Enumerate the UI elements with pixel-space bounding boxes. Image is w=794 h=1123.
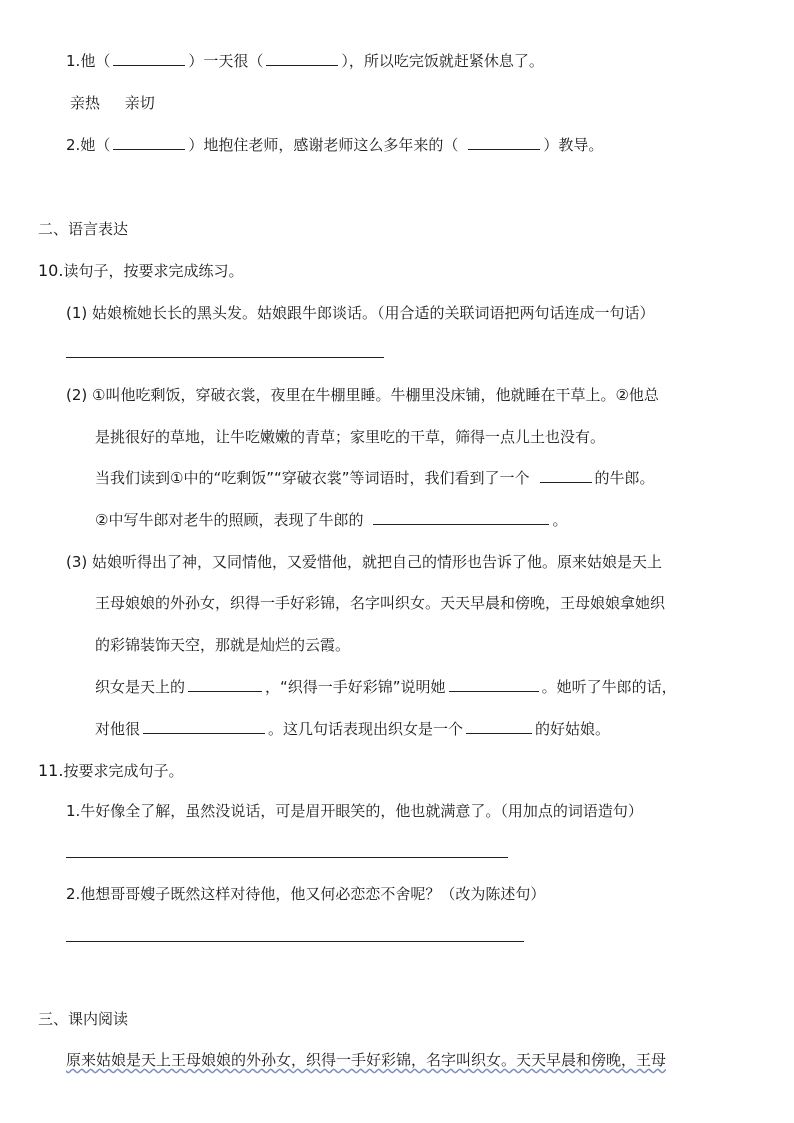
answer-blank[interactable]: [188, 676, 262, 692]
fill-blank-sentence-2: 2.她（ ）地抱住老师，感谢老师这么多年来的（ ）教导。: [66, 136, 604, 154]
sentence-number: 2.: [66, 136, 81, 154]
q10-part-3-line-1: (3) 姑娘听得出了神，又同情他，又爱惜他，就把自己的情形也告诉了他。原来姑娘是天上: [66, 553, 663, 571]
answer-blank[interactable]: [449, 676, 539, 692]
q10-part-2-line-2: 是挑很好的草地，让牛吃嫩嫩的青草；家里吃的干草，筛得一点儿土也没有。: [95, 428, 606, 446]
answer-blank[interactable]: [143, 718, 265, 734]
question-10: 10.读句子，按要求完成练习。: [38, 261, 244, 280]
q11-sentence-1: 1.牛好像全了解，虽然没说话，可是眉开眼笑的，他也就满意了。（用加点的词语造句）: [66, 802, 643, 820]
q10-part-2-question-2: ②中写牛郎对老牛的照顾，表现了牛郎的 。: [95, 511, 568, 529]
part-number: (1): [66, 304, 88, 322]
question-11: 11.按要求完成句子。: [38, 761, 184, 780]
q10-part-3-question-1: 织女是天上的 ，“织得一手好彩锦”说明她 。她听了牛郎的话，: [95, 678, 677, 696]
answer-blank[interactable]: [266, 50, 338, 66]
option-word: 亲切: [124, 94, 155, 112]
answer-blank[interactable]: [373, 509, 549, 525]
option-word: 亲热: [70, 94, 101, 112]
sentence-number: 1.: [66, 52, 81, 70]
q10-part-2-line-1: (2) ①叫他吃剩饭，穿破衣裳，夜里在牛棚里睡。牛棚里没床铺，他就睡在干草上。②他总: [66, 386, 659, 404]
question-number: 10.: [38, 261, 64, 280]
part-number: (3): [66, 553, 88, 571]
answer-blank[interactable]: [113, 50, 185, 66]
q10-part-2-question-1: 当我们读到①中的“吃剩饭”“穿破衣裳”等词语时，我们看到了一个 的牛郎。: [95, 469, 655, 487]
q10-part-3-line-2: 王母娘娘的外孙女，织得一手好彩锦，名字叫织女。天天早晨和傍晚，王母娘娘拿她织: [95, 594, 666, 612]
fill-blank-sentence-1: 1.他（ ）一天很（ ），所以吃完饭就赶紧休息了。: [66, 52, 544, 70]
question-number: 11.: [38, 761, 64, 780]
answer-line[interactable]: [66, 357, 384, 358]
answer-blank[interactable]: [113, 134, 185, 150]
answer-line[interactable]: [66, 941, 524, 942]
section-title: 三、课内阅读: [38, 1010, 129, 1028]
q10-part-3-line-3: 的彩锦装饰天空，那就是灿烂的云霞。: [95, 636, 351, 654]
passage-text: 原来姑娘是天上王母娘娘的外孙女，织得一手好彩锦，名字叫织女。天天早晨和傍晚，王母: [66, 1051, 667, 1069]
answer-blank[interactable]: [466, 718, 532, 734]
part-number: (2): [66, 386, 88, 404]
q10-part-1: (1) 姑娘梳她长长的黑头发。姑娘跟牛郎谈话。（用合适的关联词语把两句话连成一句话）: [66, 304, 655, 322]
word-options: [70, 92, 155, 114]
reading-passage-line: [66, 1049, 666, 1071]
answer-blank[interactable]: [468, 134, 540, 150]
answer-blank[interactable]: [540, 467, 592, 483]
section-title: 二、语言表达: [38, 220, 129, 238]
answer-line[interactable]: [66, 857, 508, 858]
q11-sentence-2: 2.他想哥哥嫂子既然这样对待他，他又何必恋恋不舍呢？（改为陈述句）: [66, 885, 546, 903]
q10-part-3-question-2: 对他很 。这几句话表现出织女是一个 的好姑娘。: [95, 720, 611, 738]
